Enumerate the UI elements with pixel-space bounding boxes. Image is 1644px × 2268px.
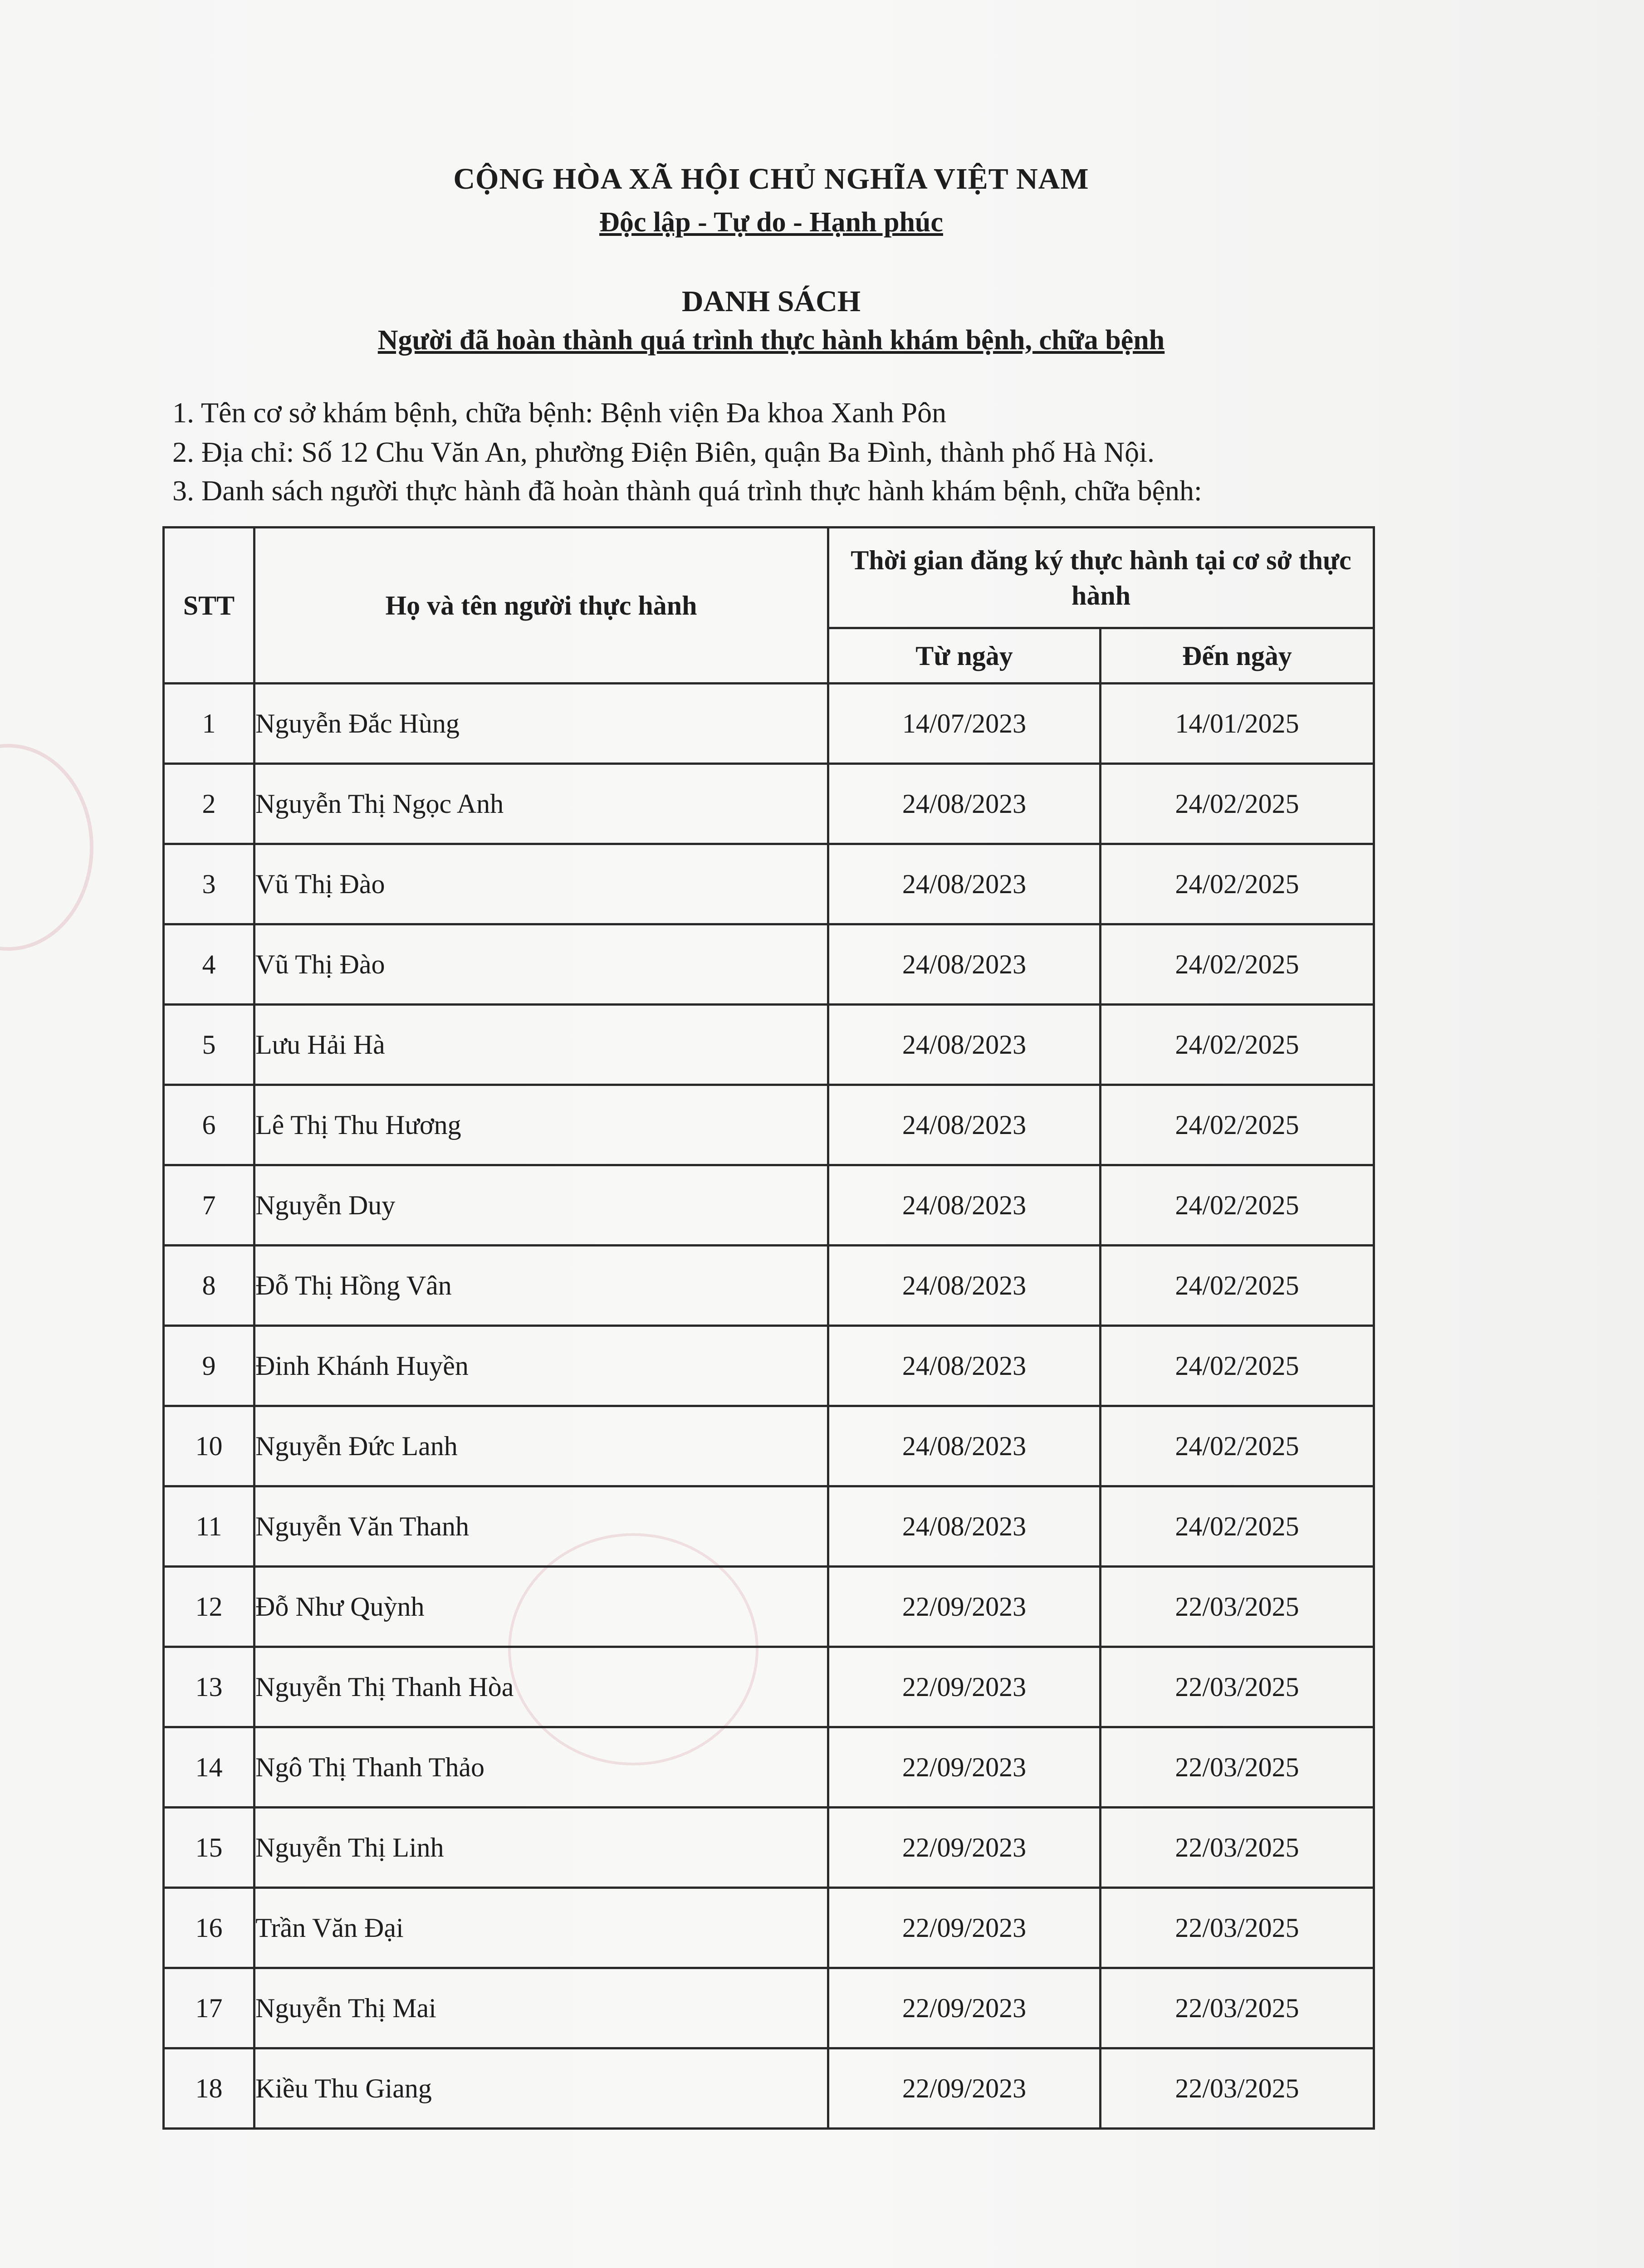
table-row bbox=[164, 1486, 1374, 1567]
practitioner-name: Nguyễn Thị Ngọc Anh bbox=[254, 764, 828, 844]
end-date: 24/02/2025 bbox=[1101, 1246, 1374, 1326]
start-date: 24/08/2023 bbox=[828, 1326, 1101, 1406]
end-date: 14/01/2025 bbox=[1101, 684, 1374, 764]
row-number: 6 bbox=[164, 1085, 254, 1165]
start-date: 22/09/2023 bbox=[828, 1808, 1101, 1888]
row-number: 3 bbox=[164, 844, 254, 924]
row-number: 7 bbox=[164, 1165, 254, 1246]
row-number: 18 bbox=[164, 2048, 254, 2129]
end-date: 22/03/2025 bbox=[1101, 1808, 1374, 1888]
practitioner-name: Nguyễn Thị Thanh Hòa bbox=[254, 1647, 828, 1727]
start-date: 22/09/2023 bbox=[828, 1647, 1101, 1727]
end-date: 24/02/2025 bbox=[1101, 764, 1374, 844]
end-date: 22/03/2025 bbox=[1101, 1727, 1374, 1808]
table-row bbox=[164, 1005, 1374, 1085]
practitioner-name: Nguyễn Đắc Hùng bbox=[254, 684, 828, 764]
end-date: 24/02/2025 bbox=[1101, 924, 1374, 1005]
practitioner-name: Vũ Thị Đào bbox=[254, 844, 828, 924]
practitioner-name: Đỗ Thị Hồng Vân bbox=[254, 1246, 828, 1326]
table-row bbox=[164, 1165, 1374, 1246]
header-to: Đến ngày bbox=[1101, 628, 1374, 684]
end-date: 22/03/2025 bbox=[1101, 1567, 1374, 1647]
practitioner-name: Nguyễn Thị Linh bbox=[254, 1808, 828, 1888]
table-row bbox=[164, 2048, 1374, 2129]
table-row bbox=[164, 764, 1374, 844]
practitioner-name: Trần Văn Đại bbox=[254, 1888, 828, 1968]
row-number: 11 bbox=[164, 1486, 254, 1567]
practitioner-name: Nguyễn Thị Mai bbox=[254, 1968, 828, 2048]
table-row bbox=[164, 1808, 1374, 1888]
row-number: 5 bbox=[164, 1005, 254, 1085]
start-date: 22/09/2023 bbox=[828, 1567, 1101, 1647]
row-number: 14 bbox=[164, 1727, 254, 1808]
end-date: 24/02/2025 bbox=[1101, 1005, 1374, 1085]
row-number: 8 bbox=[164, 1246, 254, 1326]
nation-title: CỘNG HÒA XÃ HỘI CHỦ NGHĨA VIỆT NAM bbox=[453, 162, 1089, 196]
table-row bbox=[164, 1968, 1374, 2048]
practitioner-name: Lưu Hải Hà bbox=[254, 1005, 828, 1085]
table-row bbox=[164, 1727, 1374, 1808]
practitioner-name: Đỗ Như Quỳnh bbox=[254, 1567, 828, 1647]
start-date: 22/09/2023 bbox=[828, 1968, 1101, 2048]
table-row bbox=[164, 1085, 1374, 1165]
table-row bbox=[164, 1567, 1374, 1647]
end-date: 24/02/2025 bbox=[1101, 1486, 1374, 1567]
end-date: 24/02/2025 bbox=[1101, 1326, 1374, 1406]
practitioner-name: Nguyễn Đức Lanh bbox=[254, 1406, 828, 1486]
end-date: 22/03/2025 bbox=[1101, 1647, 1374, 1727]
motto: Độc lập - Tự do - Hạnh phúc bbox=[599, 207, 943, 238]
end-date: 22/03/2025 bbox=[1101, 1968, 1374, 2048]
document-subtitle: Người đã hoàn thành quá trình thực hành khám bệnh, chữa bệnh bbox=[377, 325, 1165, 356]
table-row bbox=[164, 1406, 1374, 1486]
practitioner-table bbox=[162, 526, 1375, 2130]
end-date: 24/02/2025 bbox=[1101, 1085, 1374, 1165]
practitioner-name: Nguyễn Văn Thanh bbox=[254, 1486, 828, 1567]
start-date: 24/08/2023 bbox=[828, 764, 1101, 844]
start-date: 22/09/2023 bbox=[828, 1888, 1101, 1968]
practitioner-name: Kiều Thu Giang bbox=[254, 2048, 828, 2129]
end-date: 22/03/2025 bbox=[1101, 1888, 1374, 1968]
row-number: 1 bbox=[164, 684, 254, 764]
row-number: 13 bbox=[164, 1647, 254, 1727]
start-date: 22/09/2023 bbox=[828, 1727, 1101, 1808]
stamp-mark-left bbox=[0, 744, 93, 951]
start-date: 24/08/2023 bbox=[828, 1406, 1101, 1486]
row-number: 15 bbox=[164, 1808, 254, 1888]
info-line-2: 2. Địa chỉ: Số 12 Chu Văn An, phường Điện Biên, quận Ba Đình, thành phố Hà Nội. bbox=[172, 436, 1155, 468]
end-date: 24/02/2025 bbox=[1101, 1165, 1374, 1246]
start-date: 24/08/2023 bbox=[828, 844, 1101, 924]
practitioner-name: Vũ Thị Đào bbox=[254, 924, 828, 1005]
row-number: 12 bbox=[164, 1567, 254, 1647]
practitioner-name: Nguyễn Duy bbox=[254, 1165, 828, 1246]
row-number: 9 bbox=[164, 1326, 254, 1406]
table-row bbox=[164, 684, 1374, 764]
row-number: 16 bbox=[164, 1888, 254, 1968]
practitioner-name: Ngô Thị Thanh Thảo bbox=[254, 1727, 828, 1808]
table-row bbox=[164, 844, 1374, 924]
national-header bbox=[0, 156, 1542, 243]
table-row bbox=[164, 1647, 1374, 1727]
document-title: DANH SÁCH bbox=[681, 285, 861, 318]
row-number: 17 bbox=[164, 1968, 254, 2048]
header-name: Họ và tên người thực hành bbox=[254, 528, 828, 684]
start-date: 24/08/2023 bbox=[828, 1085, 1101, 1165]
info-line-3: 3. Danh sách người thực hành đã hoàn thành quá trình thực hành khám bệnh, chữa bệnh: bbox=[172, 474, 1202, 507]
practitioner-name: Lê Thị Thu Hương bbox=[254, 1085, 828, 1165]
table-row bbox=[164, 924, 1374, 1005]
header-from: Từ ngày bbox=[828, 628, 1101, 684]
header-period: Thời gian đăng ký thực hành tại cơ sở thực hành bbox=[828, 528, 1374, 628]
end-date: 24/02/2025 bbox=[1101, 1406, 1374, 1486]
start-date: 22/09/2023 bbox=[828, 2048, 1101, 2129]
table-body bbox=[164, 684, 1374, 2129]
header-stt: STT bbox=[164, 528, 254, 684]
row-number: 2 bbox=[164, 764, 254, 844]
row-number: 4 bbox=[164, 924, 254, 1005]
start-date: 24/08/2023 bbox=[828, 1486, 1101, 1567]
start-date: 24/08/2023 bbox=[828, 924, 1101, 1005]
info-line-1: 1. Tên cơ sở khám bệnh, chữa bệnh: Bệnh viện Đa khoa Xanh Pôn bbox=[172, 396, 947, 429]
table-row bbox=[164, 1326, 1374, 1406]
start-date: 24/08/2023 bbox=[828, 1165, 1101, 1246]
start-date: 24/08/2023 bbox=[828, 1005, 1101, 1085]
table-row bbox=[164, 1888, 1374, 1968]
end-date: 22/03/2025 bbox=[1101, 2048, 1374, 2129]
start-date: 14/07/2023 bbox=[828, 684, 1101, 764]
row-number: 10 bbox=[164, 1406, 254, 1486]
start-date: 24/08/2023 bbox=[828, 1246, 1101, 1326]
table-row bbox=[164, 1246, 1374, 1326]
end-date: 24/02/2025 bbox=[1101, 844, 1374, 924]
practitioner-name: Đinh Khánh Huyền bbox=[254, 1326, 828, 1406]
